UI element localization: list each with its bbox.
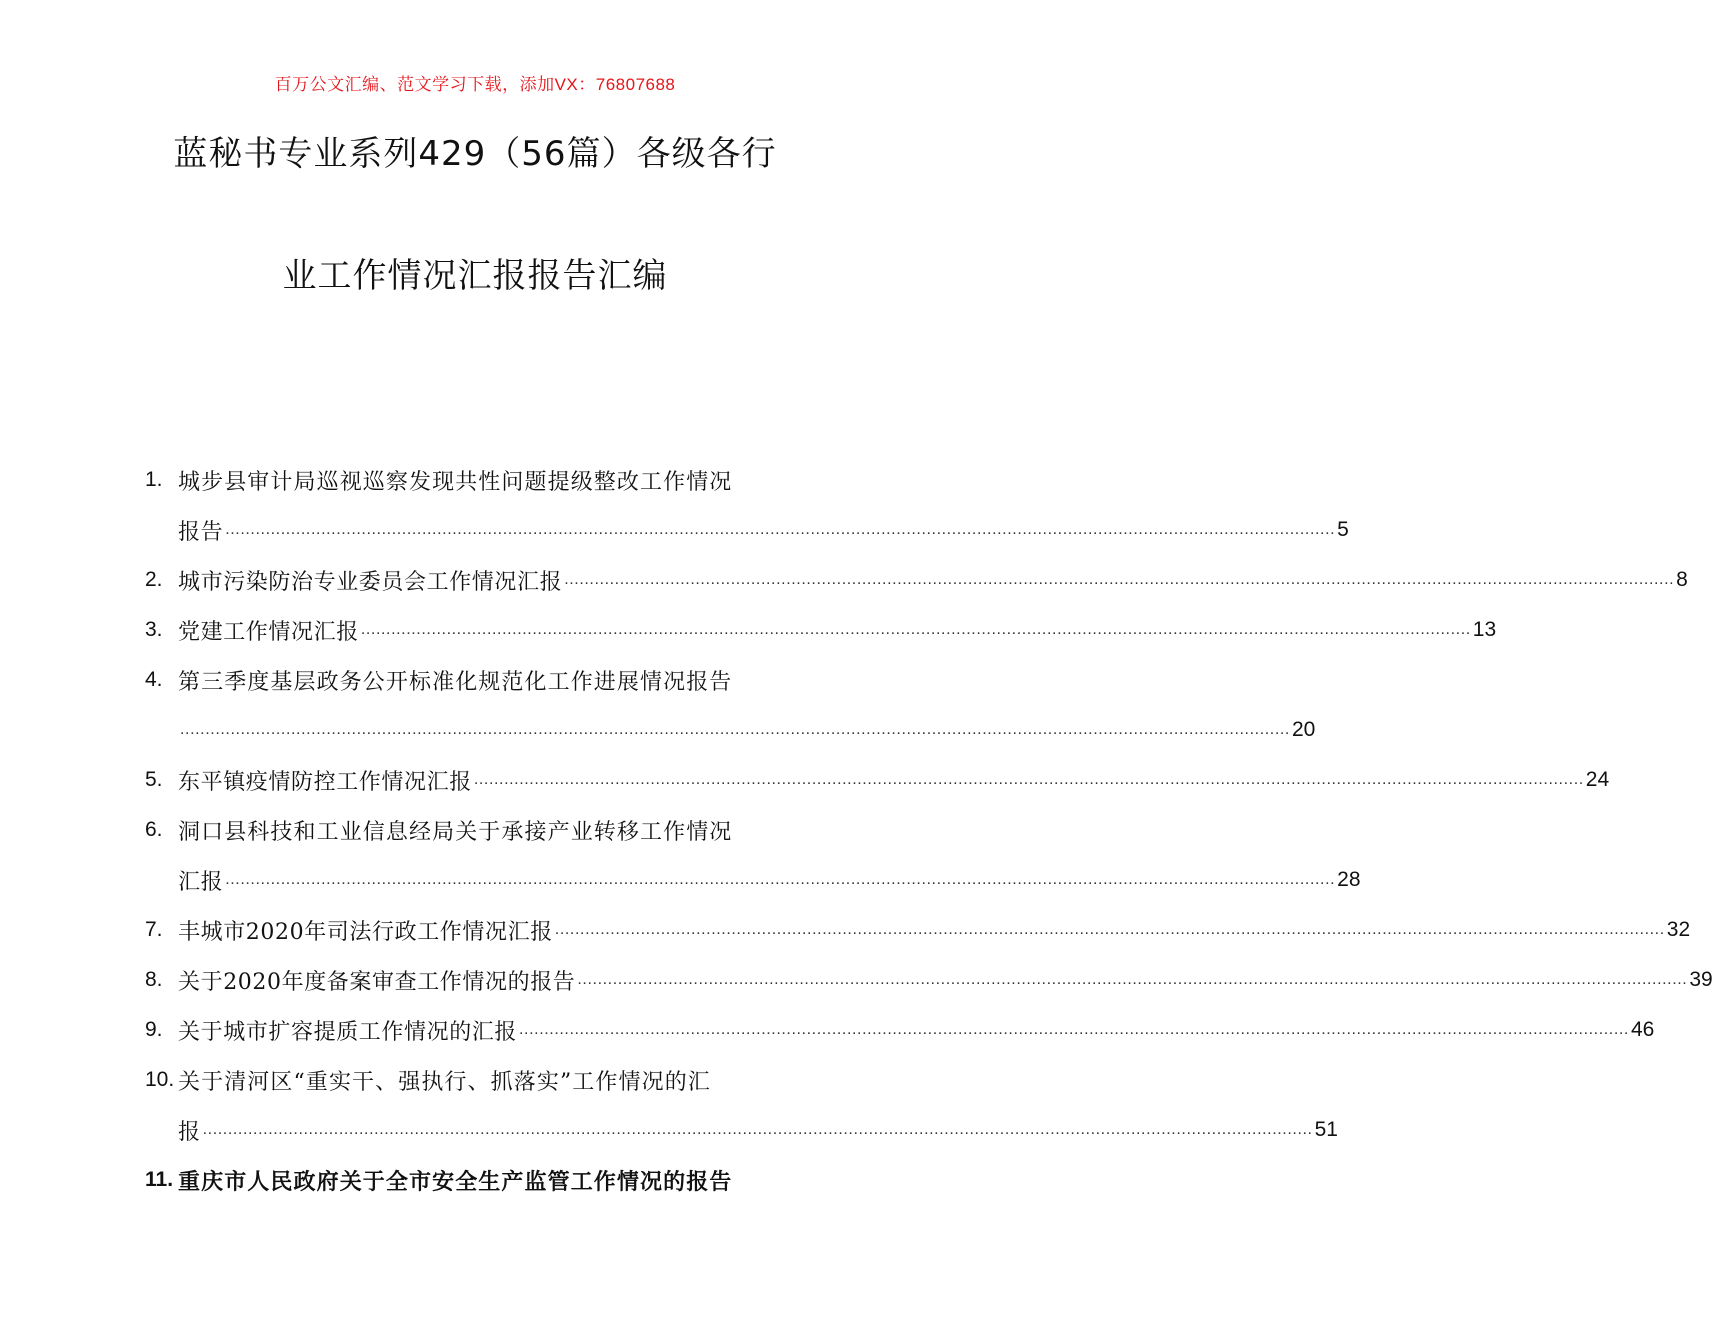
dot-leader: ............................................................................................................................................................................................................................ [360, 621, 1471, 638]
toc-entry-title: 城步县审计局巡视巡察发现共性问题提级整改工作情况 [178, 469, 733, 495]
toc-entry-number: 3. [145, 618, 163, 641]
toc-entry[interactable] [145, 1005, 1655, 1055]
dot-leader: ............................................................................................................................................................................................................................ [473, 771, 1584, 788]
toc-entry-number: 8. [145, 968, 163, 991]
dot-leader: ............................................................................................................................................................................................................................ [554, 921, 1665, 938]
dot-leader: ............................................................................................................................................................................................................................ [519, 1021, 1629, 1038]
toc-entry-number: 11. [145, 1168, 174, 1191]
table-of-contents [145, 455, 1713, 1205]
toc-entry-page: 8 [1676, 568, 1688, 591]
toc-entry-number: 9. [145, 1018, 163, 1041]
toc-entry-page: 20 [1291, 718, 1316, 741]
toc-entry-title: 丰城市2020年司法行政工作情况汇报 [178, 919, 553, 945]
toc-entry-number: 2. [145, 568, 163, 591]
toc-entry-title: 关于2020年度备案审查工作情况的报告 [178, 969, 576, 995]
toc-entry-number: 4. [145, 668, 163, 691]
toc-entry-title-continued: 汇报 [178, 869, 224, 895]
toc-entry-title: 关于清河区“重实干、强执行、抓落实”工作情况的汇 [178, 1069, 711, 1095]
header-notice: 百万公文汇编、范文学习下载，添加VX：76807688 [274, 75, 676, 94]
toc-entry-number: 6. [145, 818, 163, 841]
toc-entry-page: 24 [1585, 768, 1610, 791]
toc-entry-title: 城市污染防治专业委员会工作情况汇报 [178, 569, 563, 595]
toc-entry-page: 51 [1314, 1118, 1338, 1141]
dot-leader: ............................................................................................................................................................................................................................ [564, 571, 1675, 588]
toc-entry-page: 5 [1337, 518, 1349, 541]
toc-entry-number: 10. [145, 1068, 175, 1091]
dot-leader: ............................................................................................................................................................................................................................ [577, 971, 1688, 988]
toc-entry-title: 关于城市扩容提质工作情况的汇报 [178, 1019, 518, 1045]
toc-entry-title: 第三季度基层政务公开标准化规范化工作进展情况报告 [178, 669, 733, 695]
dot-leader: ............................................................................................................................................................................................................................ [225, 871, 1336, 888]
toc-entry-title: 东平镇疫情防控工作情况汇报 [178, 769, 472, 795]
toc-entry-page: 32 [1666, 918, 1691, 941]
dot-leader: ............................................................................................................................................................................................................................ [202, 1121, 1313, 1138]
toc-entry-page: 39 [1689, 968, 1713, 991]
toc-entry-page: 46 [1630, 1018, 1655, 1041]
toc-entry[interactable] [145, 605, 1497, 655]
document-title-line-2: 业工作情况汇报报告汇编 [282, 256, 668, 296]
toc-entry[interactable] [145, 905, 1691, 955]
dot-leader: ............................................................................................................................................................................................................................ [180, 721, 1290, 738]
toc-entry[interactable] [145, 455, 1349, 555]
dot-leader: ............................................................................................................................................................................................................................ [225, 521, 1336, 538]
toc-entry[interactable] [145, 655, 1316, 755]
toc-entry[interactable] [145, 955, 1713, 1005]
toc-entry-title-continued: 报告 [178, 519, 224, 545]
toc-entry-number: 1. [145, 468, 163, 491]
toc-entry[interactable] [145, 805, 1361, 905]
toc-entry-page: 13 [1472, 618, 1497, 641]
toc-entry-page: 28 [1337, 868, 1361, 891]
toc-entry-title: 党建工作情况汇报 [178, 619, 359, 645]
toc-entry-number: 5. [145, 768, 163, 791]
toc-entry[interactable] [145, 1155, 807, 1205]
toc-entry-title: 洞口县科技和工业信息经局关于承接产业转移工作情况 [178, 819, 733, 845]
toc-entry-title-continued: 报 [178, 1119, 201, 1145]
toc-entry[interactable] [145, 755, 1610, 805]
toc-entry[interactable] [145, 1055, 1338, 1155]
toc-entry[interactable] [145, 555, 1688, 605]
document-title-line-1: 蓝秘书专业系列429（56篇）各级各行 [173, 134, 777, 174]
toc-entry-title: 重庆市人民政府关于全市安全生产监管工作情况的报告 [178, 1168, 733, 1195]
toc-entry-number: 7. [145, 918, 163, 941]
